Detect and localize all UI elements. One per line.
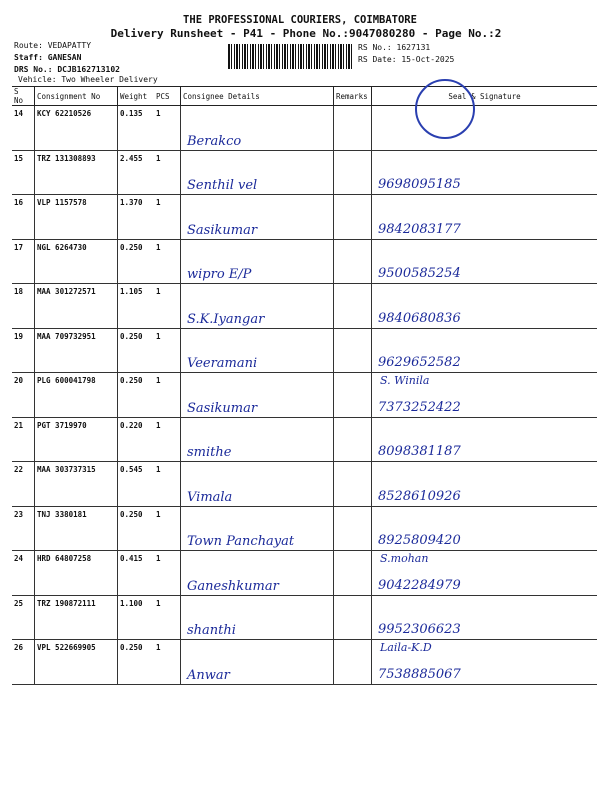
table-row <box>12 239 597 284</box>
consignee-name: smithe <box>187 445 232 460</box>
company-seal <box>415 79 475 139</box>
signature-name: S.mohan <box>380 552 429 565</box>
consignment-no: PLG 600041798 <box>35 373 118 418</box>
sno: 18 <box>12 284 35 329</box>
col-sno: S No <box>12 87 35 106</box>
pcs: 1 <box>154 150 181 195</box>
pcs: 1 <box>154 284 181 329</box>
pcs: 1 <box>154 328 181 373</box>
table-header <box>12 87 597 106</box>
barcode <box>228 44 354 69</box>
weight: 0.135 <box>118 106 155 151</box>
pcs: 1 <box>154 195 181 240</box>
signature-phone: 8098381187 <box>378 444 461 459</box>
weight: 1.100 <box>118 595 155 640</box>
remarks <box>334 195 372 240</box>
consignee-details <box>181 462 334 507</box>
sno: 22 <box>12 462 35 507</box>
signature-name: S. Winila <box>380 374 430 387</box>
consignee-details <box>181 640 334 685</box>
seal-signature <box>372 195 598 240</box>
remarks <box>334 551 372 596</box>
pcs: 1 <box>154 506 181 551</box>
signature-phone: 7538885067 <box>378 666 461 682</box>
seal-signature <box>372 506 598 551</box>
consignee-name: Anwar <box>187 667 230 683</box>
seal-signature <box>372 417 598 462</box>
pcs: 1 <box>154 239 181 284</box>
pcs: 1 <box>154 462 181 507</box>
consignee-name: Sasikumar <box>187 400 258 416</box>
consignee-name: Town Panchayat <box>187 534 295 549</box>
consignment-no: KCY 62210526 <box>35 106 118 151</box>
seal-signature <box>372 595 598 640</box>
consignee-name: Ganeshkumar <box>187 578 279 594</box>
seal-signature <box>372 640 598 685</box>
weight: 0.545 <box>118 462 155 507</box>
remarks <box>334 328 372 373</box>
consignment-no: TRZ 131308893 <box>35 150 118 195</box>
seal-signature <box>372 239 598 284</box>
company-title: THE PROFESSIONAL COURIERS, COIMBATORE <box>183 14 417 26</box>
consignee-details <box>181 506 334 551</box>
staff: Staff: GANESAN <box>14 53 82 62</box>
sno: 24 <box>12 551 35 596</box>
consignee-name: shanthi <box>187 623 236 638</box>
consignee-details <box>181 551 334 596</box>
signature-phone: 7373252422 <box>378 399 461 415</box>
seal-signature <box>372 462 598 507</box>
signature-phone: 9698095185 <box>378 177 461 192</box>
remarks <box>334 239 372 284</box>
sno: 14 <box>12 106 35 151</box>
consignment-no: PGT 3719970 <box>35 417 118 462</box>
seal-signature <box>372 284 598 329</box>
consignee-name: Veeramani <box>187 356 258 371</box>
table-row <box>12 328 597 373</box>
signature-phone: 9500585254 <box>378 266 461 281</box>
consignment-no: TRZ 190872111 <box>35 595 118 640</box>
col-remarks: Remarks <box>334 87 372 106</box>
signature-phone: 8528610926 <box>378 488 461 504</box>
table-row <box>12 551 597 596</box>
consignment-no: MAA 301272571 <box>35 284 118 329</box>
weight: 0.220 <box>118 417 155 462</box>
consignment-no: HRD 64807258 <box>35 551 118 596</box>
consignee-name: S.K.Iyangar <box>187 311 265 327</box>
table-row <box>12 373 597 418</box>
signature-phone: 9842083177 <box>378 221 461 237</box>
rs-date: RS Date: 15-Oct-2025 <box>358 55 455 64</box>
col-seal: Seal & Signature <box>372 87 598 106</box>
route: Route: VEDAPATTY <box>14 41 92 50</box>
signature-phone: 8925809420 <box>378 533 461 548</box>
table-row <box>12 284 597 329</box>
col-consignment: Consignment No <box>35 87 118 106</box>
consignee-name: Berakco <box>187 133 242 149</box>
consignee-details <box>181 106 334 151</box>
consignee-name: Senthil vel <box>187 178 258 193</box>
weight: 0.250 <box>118 328 155 373</box>
sno: 26 <box>12 640 35 685</box>
table-row <box>12 150 597 195</box>
table-row <box>12 506 597 551</box>
weight: 0.250 <box>118 640 155 685</box>
drs-no: DRS No.: DCJB162713102 <box>14 65 120 74</box>
consignment-no: MAA 303737315 <box>35 462 118 507</box>
seal-signature <box>372 551 598 596</box>
weight: 1.370 <box>118 195 155 240</box>
remarks <box>334 462 372 507</box>
consignee-name: Vimala <box>187 489 233 505</box>
consignment-no: VLP 1157578 <box>35 195 118 240</box>
signature-phone: 9952306623 <box>378 622 461 637</box>
signature-phone: 9042284979 <box>378 577 461 593</box>
weight: 1.105 <box>118 284 155 329</box>
consignee-details <box>181 595 334 640</box>
pcs: 1 <box>154 106 181 151</box>
seal-signature <box>372 373 598 418</box>
rs-no: RS No.: 1627131 <box>358 43 431 52</box>
weight: 0.250 <box>118 373 155 418</box>
consignee-details <box>181 150 334 195</box>
seal-signature <box>372 328 598 373</box>
table-row <box>12 640 597 685</box>
pcs: 1 <box>154 417 181 462</box>
pcs: 1 <box>154 640 181 685</box>
remarks <box>334 150 372 195</box>
pcs: 1 <box>154 373 181 418</box>
seal-signature <box>372 150 598 195</box>
sno: 23 <box>12 506 35 551</box>
consignment-no: VPL 522669905 <box>35 640 118 685</box>
table-row <box>12 195 597 240</box>
consignee-details <box>181 373 334 418</box>
seal-signature <box>372 106 598 151</box>
weight: 0.415 <box>118 551 155 596</box>
consignee-name: Sasikumar <box>187 222 258 238</box>
sno: 19 <box>12 328 35 373</box>
remarks <box>334 417 372 462</box>
table-row <box>12 462 597 507</box>
consignee-details <box>181 195 334 240</box>
sno: 17 <box>12 239 35 284</box>
weight: 0.250 <box>118 506 155 551</box>
col-pcs: PCS <box>154 87 181 106</box>
col-weight: Weight <box>118 87 155 106</box>
table-row <box>12 595 597 640</box>
remarks <box>334 373 372 418</box>
sno: 25 <box>12 595 35 640</box>
consignee-details <box>181 328 334 373</box>
consignee-details <box>181 239 334 284</box>
remarks <box>334 284 372 329</box>
runsheet-subtitle: Delivery Runsheet - P41 - Phone No.:9047080280 - Page No.:2 <box>110 27 502 40</box>
vehicle: Vehicle: Two Wheeler Delivery <box>18 75 158 84</box>
consignee-details <box>181 284 334 329</box>
remarks <box>334 595 372 640</box>
signature-phone: 9629652582 <box>378 355 461 370</box>
signature-phone: 9840680836 <box>378 310 461 326</box>
sno: 16 <box>12 195 35 240</box>
consignee-details <box>181 417 334 462</box>
runsheet-table <box>12 86 597 685</box>
remarks <box>334 640 372 685</box>
weight: 0.250 <box>118 239 155 284</box>
remarks <box>334 106 372 151</box>
col-consignee: Consignee Details <box>181 87 334 106</box>
consignment-no: TNJ 3380181 <box>35 506 118 551</box>
consignee-name: wipro E/P <box>187 267 252 282</box>
pcs: 1 <box>154 551 181 596</box>
sno: 20 <box>12 373 35 418</box>
sno: 21 <box>12 417 35 462</box>
remarks <box>334 506 372 551</box>
table-row <box>12 417 597 462</box>
consignment-no: NGL 6264730 <box>35 239 118 284</box>
consignment-no: MAA 709732951 <box>35 328 118 373</box>
pcs: 1 <box>154 595 181 640</box>
signature-name: Laila-K.D <box>380 641 432 654</box>
sno: 15 <box>12 150 35 195</box>
table-row <box>12 106 597 151</box>
weight: 2.455 <box>118 150 155 195</box>
